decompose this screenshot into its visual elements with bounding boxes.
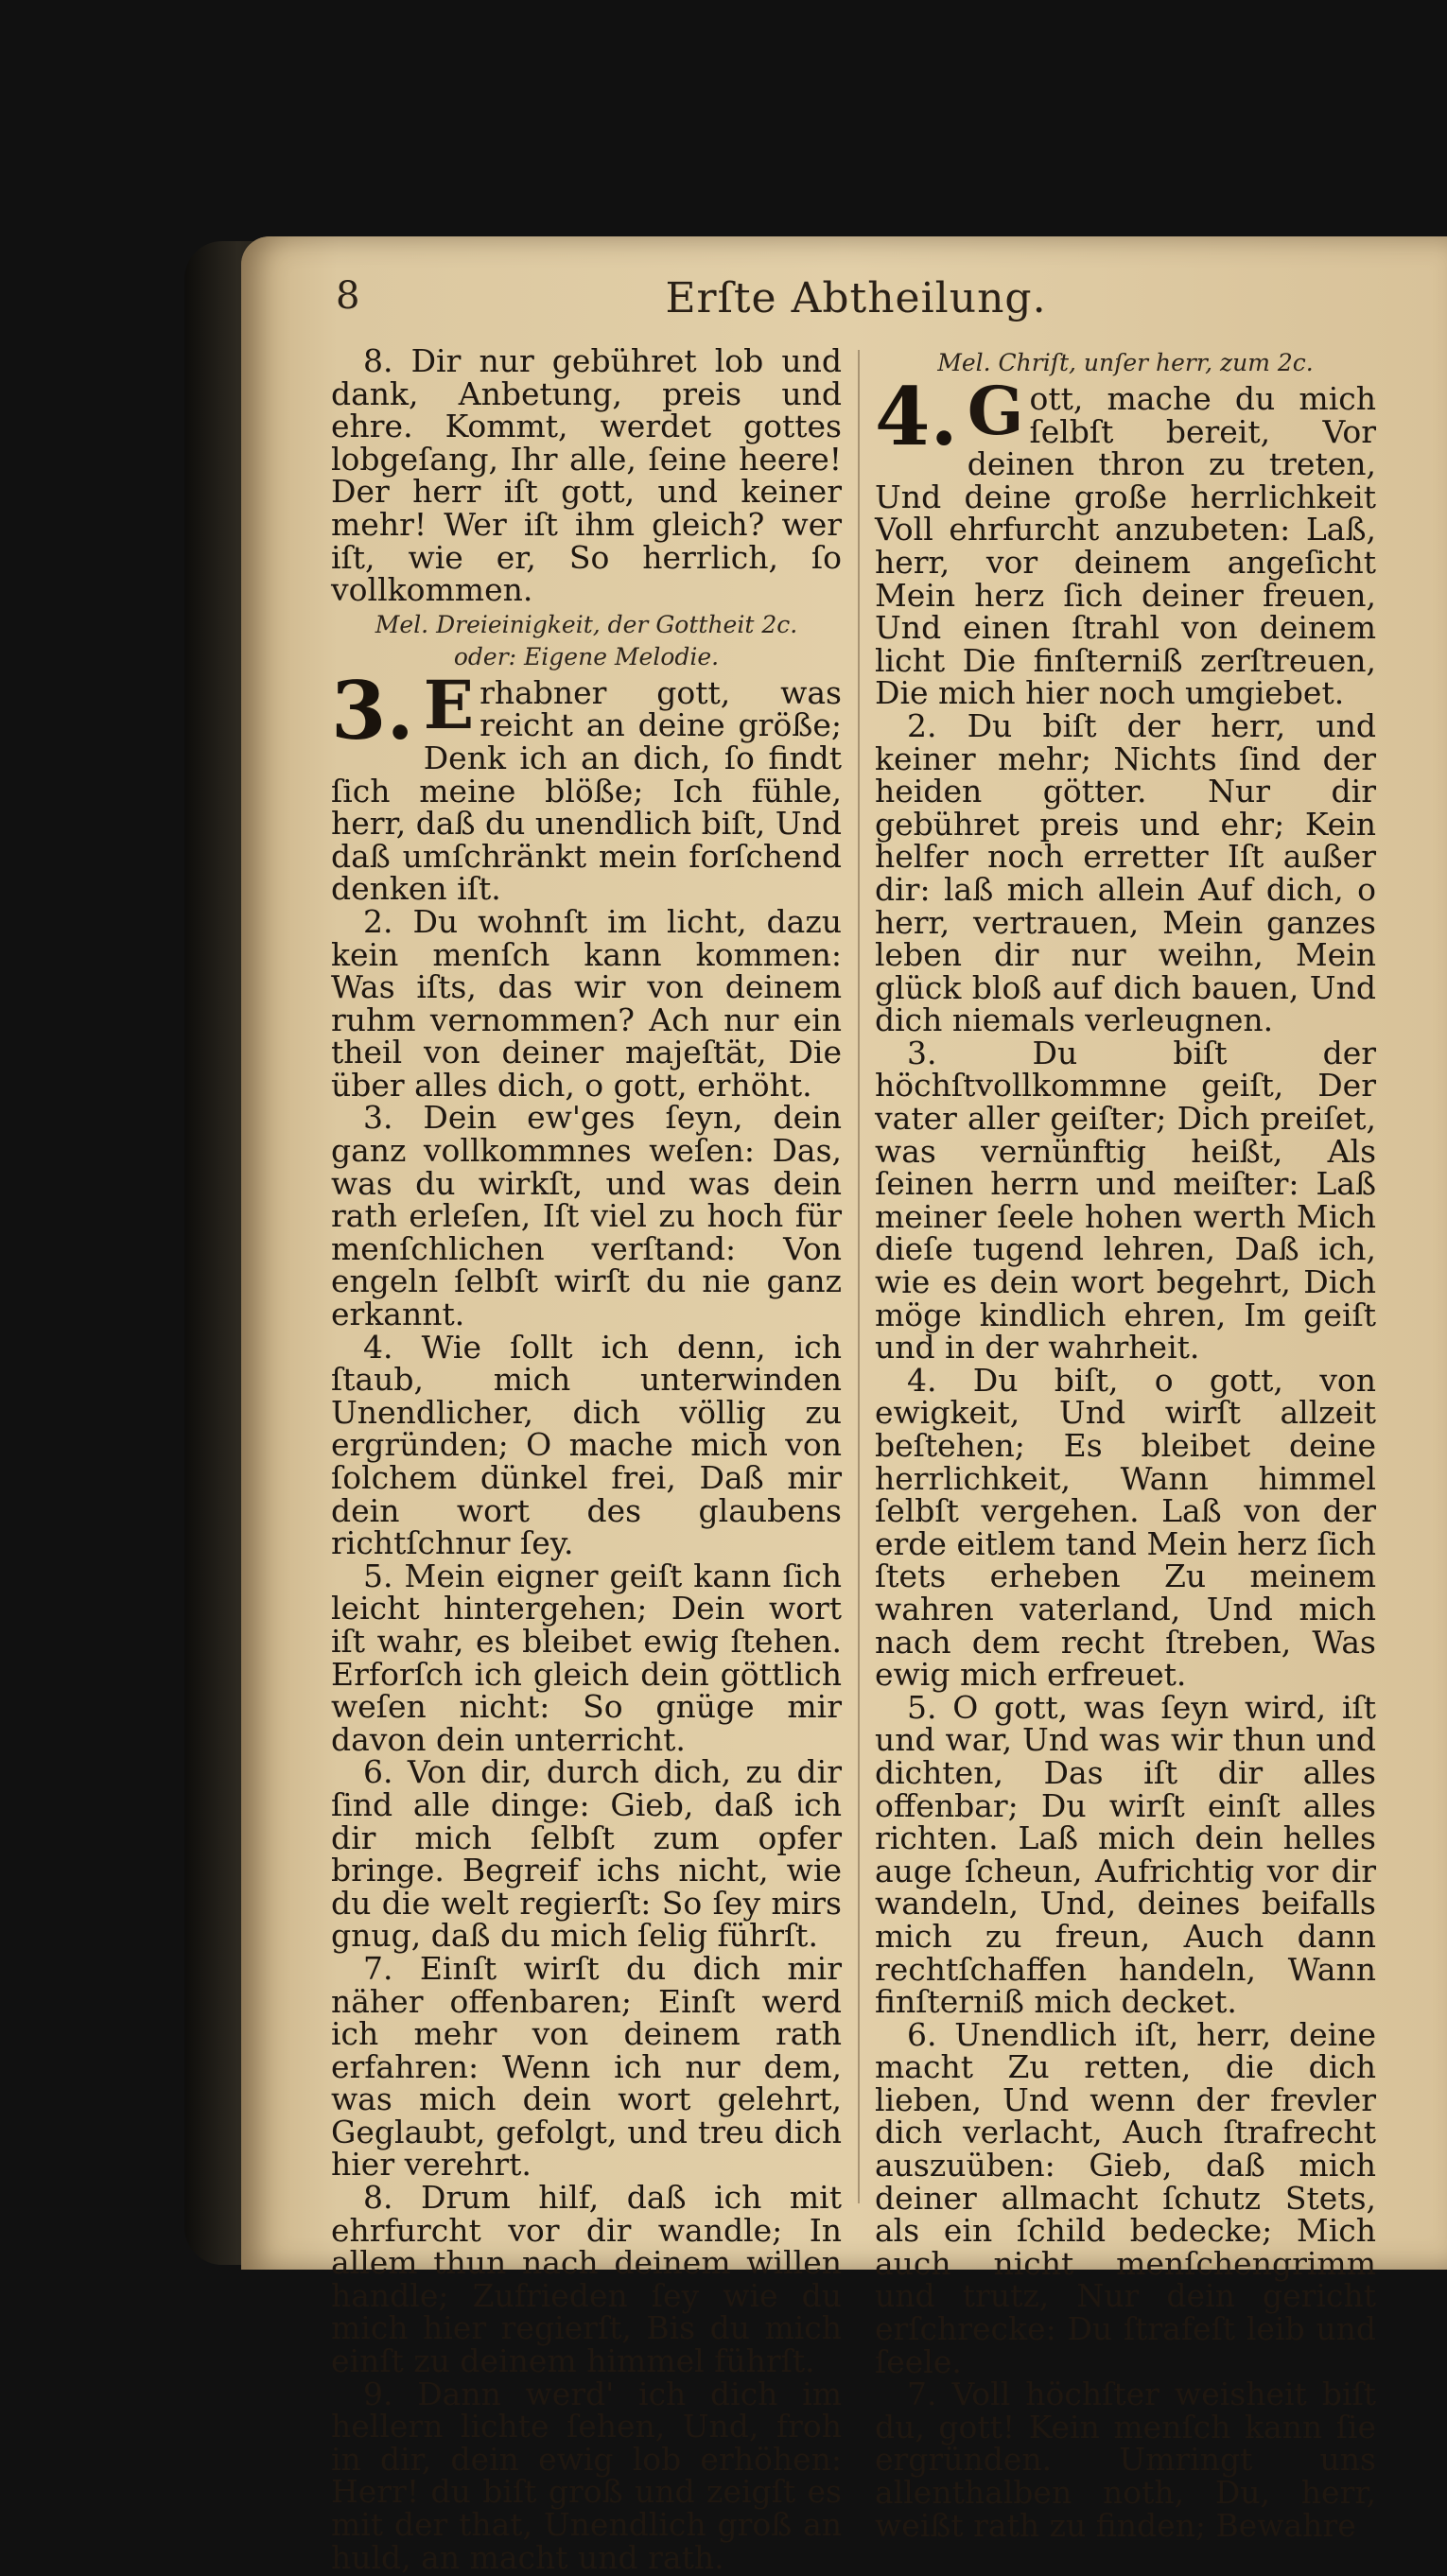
- hymn-4-opening: [875, 370, 1376, 712]
- verse: 7. Voll höchſter weisheit biſt du, gott! Kein menſch kann ſie ergründen. Umringt uns allenthalben noth, Du, herr, weißt rath zu finden; Bewahre: [875, 2376, 1376, 2544]
- page-header: [336, 274, 1376, 340]
- verse: 6. Unendlich iſt, herr, deine macht Zu retten, die dich lieben, Und wenn der frevler dich verlacht, Auch ſtrafrecht auszuüben: Gieb, daß mich deiner allmacht ſchutz Stets, als ein ſchild bedecke; Mich auch nicht menſchengrimm und trutz, Nur dein gericht erſchrecke: Du ſtrafeſt leib und ſeele.: [875, 2015, 1376, 2380]
- verse: 3. Du biſt der höchſtvollkommne geiſt, Der vater aller geiſter; Dich preiſet, was vernünftig heißt, Als ſeinen herrn und meiſter: Laß meiner ſeele hohen werth Mich dieſe tugend lehren, Daß ich, wie es dein wort begehrt, Dich möge kindlich ehren, Im geiſt und in der wahrheit.: [875, 1034, 1376, 1366]
- verse: 5. O gott, was ſeyn wird, iſt und war, Und was wir thun und dichten, Das iſt dir alles offenbar; Du wirſt einſt alles richten. Laß mich dein helles auge ſcheun, Aufrichtig vor dir wandeln, Und, deines beifalls mich zu freun, Auch dann rechtſchaffen handeln, Wann finſterniß mich decket.: [875, 1688, 1376, 2021]
- verse: 4. Wie ſollt ich denn, ich ſtaub, mich unterwinden Unendlicher, dich völlig zu ergründen; O mache mich von ſolchem dünkel frei, Daß mir dein wort des glaubens richtſchnur ſey.: [331, 1328, 842, 1562]
- verse: 8. Drum hilf, daß ich mit ehrfurcht vor dir wandle; In allem thun nach deinem willen handle; Zufrieden ſey wie du mich hier regierſt, Bis du mich einſt zu deinem himmel führſt.: [331, 2179, 842, 2380]
- verse: 2. Du wohnſt im licht, dazu kein menſch kann kommen: Was iſts, das wir von deinem ruhm vernommen? Ach nur ein theil von deiner majeſtät, Die über alles dich, o gott, erhöht.: [331, 902, 842, 1104]
- hymn-first-text: rhabner gott, was reicht an deine größe; Denk ich an dich, ſo findt ſich meine blöße; Ich fühle, herr, daß du unendlich biſt, Und daß umſchränkt mein forſchend denken iſt.: [331, 673, 842, 908]
- verse: 4. Du biſt, o gott, von ewigkeit, Und wirſt allzeit beſtehen; Es bleibet deine herrlichkeit, Wann himmel ſelbſt vergehen. Laß von der erde eitlem tand Mein herz ſich ſtets erheben Zu meinem wahren vaterland, Und mich nach dem recht ſtreben, Was ewig mich erfreuet.: [875, 1361, 1377, 1694]
- verse: 5. Mein eigner geiſt kann ſich leicht hintergehen; Dein wort iſt wahr, es bleibet ewig ſtehen. Erforſch ich gleich dein göttlich weſen nicht: So gnüge mir davon dein unterricht.: [331, 1557, 842, 1758]
- page-number: 8: [336, 274, 360, 318]
- right-column: [875, 345, 1376, 2542]
- hymn-number: 3.: [331, 663, 414, 757]
- hymn-3-opening: [331, 663, 842, 908]
- drop-cap: E: [423, 665, 475, 744]
- verse: 6. Von dir, durch dich, zu dir ſind alle dinge: Gieb, daß ich dir mich ſelbſt zum opfer bringe. Begreif ichs nicht, wie du die welt regierſt: So ſey mirs gnug, daß du mich ſelig führſt.: [331, 1753, 842, 1955]
- verse: 2. Du biſt der herr, und keiner mehr; Nichts ſind der heiden götter. Nur dir gebühret preis und ehr; Kein helfer noch erretter Iſt außer dir: laß mich allein Auf dich, o herr, vertrauen, Mein ganzes leben dir nur weihn, Mein glück bloß auf dich bauen, Und dich niemals verleugnen.: [875, 706, 1376, 1039]
- melody-note-alt: oder: Eigene Melodie.: [453, 642, 720, 670]
- verse: 7. Einſt wirſt du dich mir näher offenbaren; Einſt werd ich mehr von deinem rath erfahren: Wenn ich nur dem, was mich dein wort gelehrt, Geglaubt, gefolgt, und treu dich hier verehrt.: [331, 1949, 842, 2184]
- verse: 9. Dann werd' ich dich im hellern lichte ſehen, Und, froh in dir, dein ewig lob erhöhen: Herr! du biſt groß und zeigſt es mit der that, Unendlich groß an huld, an macht und rath.: [331, 2375, 842, 2576]
- running-title: Erſte Abtheilung.: [665, 274, 1047, 322]
- hymn-first-text: ott, mache du mich ſelbſt bereit, Vor deinen thron zu treten, Und deine große herrlichkeit Voll ehrfurcht anzubeten: Laß, herr, vor deinem angeſicht Mein herz ſich deiner freuen, Und einen ſtrahl von deinem licht Die finſterniß zerſtreuen, Die mich hier noch umgiebet.: [875, 380, 1376, 712]
- book-page: [241, 236, 1447, 2576]
- left-column: [331, 342, 842, 2576]
- verse: 8. Dir nur gebühret lob und dank, Anbetung, preis und ehre. Kommt, werdet gottes lobgeſang, Ihr alle, ſeine heere! Der herr iſt gott, und keiner mehr! Wer iſt ihm gleich? wer iſt, wie er, So herrlich, ſo vollkommen.: [331, 342, 842, 609]
- melody-note: Mel. Dreieinigkeit, der Gottheit 2c.: [375, 610, 798, 638]
- hymn-number: 4.: [875, 370, 958, 463]
- drop-cap: G: [967, 372, 1024, 450]
- melody-note: Mel. Chriſt, unſer herr, zum 2c.: [937, 349, 1314, 376]
- verse: 3. Dein ew'ges ſeyn, dein ganz vollkommnes weſen: Das, was du wirkſt, und was dein rath erleſen, Iſt viel zu hoch für menſchlichen verſtand: Von engeln ſelbſt wirſt du nie ganz erkannt.: [331, 1099, 842, 1333]
- column-divider: [858, 350, 860, 2203]
